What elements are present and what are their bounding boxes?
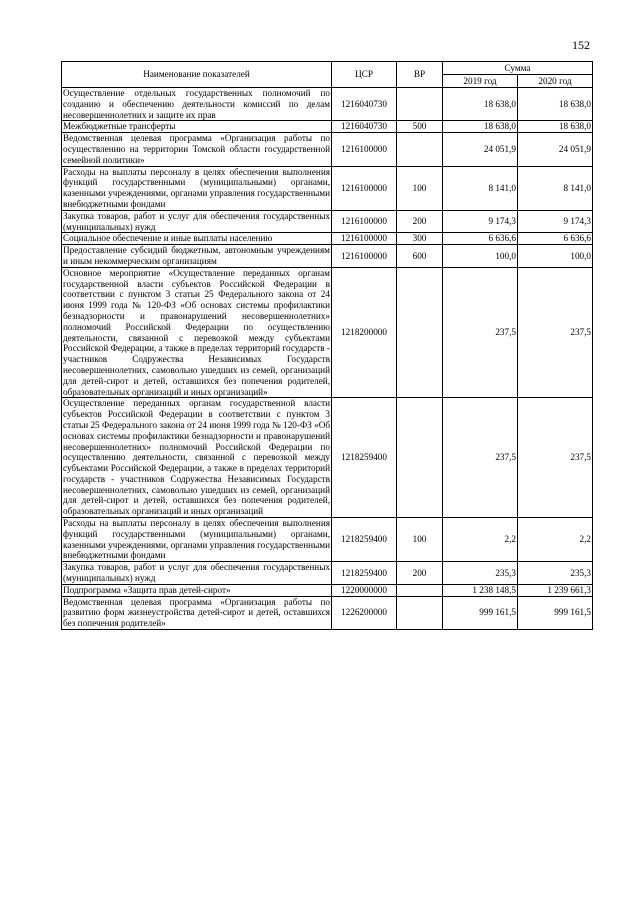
row-2019-cell: 999 161,5 <box>443 596 518 629</box>
row-2020-cell: 18 638,0 <box>518 88 593 121</box>
row-2019-cell: 237,5 <box>443 398 518 518</box>
table-row <box>62 166 593 210</box>
row-name-cell: Межбюджетные трансферты <box>62 121 332 133</box>
row-name-cell: Расходы на выплаты персоналу в целях обеспечения выполнения функций государственными (муниципальными) органами, казенными учреждениями, органами управления государственными внебюджетными фондами <box>63 166 330 209</box>
row-2020-cell: 237,5 <box>518 398 593 518</box>
table-row <box>62 584 593 596</box>
row-vr-cell: 200 <box>397 562 443 585</box>
row-csr-cell: 1226200000 <box>332 596 397 629</box>
row-name-cell: Ведомственная целевая программа «Организация работы по развитию форм жизнеустройства детей-сирот и детей, оставшихся без попечения родителей» <box>63 596 330 629</box>
row-name-cell: Предоставление субсидий бюджетным, автономным учреждениям и иным некоммерческим организациям <box>63 245 330 266</box>
table-row <box>62 596 593 629</box>
row-2019-cell: 100,0 <box>443 245 518 268</box>
row-vr-cell: 200 <box>397 210 443 233</box>
row-name-cell: Осуществление отдельных государственных полномочий по созданию и обеспечению деятельности комиссий по делам несовершеннолетних и защите их прав <box>63 88 330 120</box>
table-row <box>62 267 593 398</box>
page-number: 152 <box>572 38 590 52</box>
row-vr-cell <box>397 88 443 121</box>
row-name-cell: Осуществление переданных органам государственной власти субъектов Российской Федерации в соответствии с пунктом 3 статьи 25 Федерального закона от 24 июня 1999 года № 120-ФЗ «Об основах системы профилактики безнадзорности и правонарушений несовершеннолетних» полномочий Российской Федерации по осуществлению деятельности, связанной с перевозкой между субъектами Российской Федерации, а также в пределах территорий государств - участников Содружества Независимых Государств несовершеннолетних, самовольно ушедших из семей, организаций для детей-сирот и детей, оставшихся без попечения родителей, образовательных организаций и иных организаций <box>63 398 331 517</box>
table-row <box>62 562 593 585</box>
table-row <box>62 210 593 233</box>
row-vr-cell: 100 <box>397 518 443 562</box>
row-name-cell: Основное мероприятие «Осуществление переданных органам государственной власти субъектов Российской Федерации в соответствии с пунктом 3 статьи 25 Федерального закона от 24 июня 1999 года № 120-ФЗ «Об основах системы профилактики безнадзорности и правонарушений несовершеннолетних» полномочий Российской Федерации по осуществлению деятельности, связанной с перевозкой между субъектами Российской Федерации, а также в пределах территорий государств - участников Содружества Независимых Государств несовершеннолетних, самовольно ушедших из семей, организаций для детей-сирот и детей, оставшихся без попечения родителей, образовательных организаций и иных организаций» <box>63 267 330 397</box>
row-2020-cell: 235,3 <box>518 562 593 585</box>
table-body <box>62 88 593 630</box>
row-csr-cell: 1216100000 <box>332 233 397 245</box>
row-2019-cell: 8 141,0 <box>443 166 518 210</box>
row-2019-cell: 235,3 <box>443 562 518 585</box>
row-vr-cell <box>397 584 443 596</box>
row-csr-cell: 1218259400 <box>332 518 397 562</box>
table-row <box>62 121 593 133</box>
row-2020-cell: 100,0 <box>518 245 593 268</box>
row-csr-cell: 1218200000 <box>332 267 397 398</box>
budget-table <box>61 61 593 630</box>
table-row <box>62 133 593 166</box>
table-row <box>62 245 593 268</box>
row-2019-cell: 2,2 <box>443 518 518 562</box>
row-vr-cell: 600 <box>397 245 443 268</box>
row-vr-cell: 300 <box>397 233 443 245</box>
row-name-cell: Социальное обеспечение и иные выплаты населению <box>62 233 332 245</box>
row-2020-cell: 999 161,5 <box>518 596 593 629</box>
header-sum: Сумма <box>443 62 593 75</box>
header-year-2019: 2019 год <box>443 75 518 88</box>
row-csr-cell: 1216040730 <box>332 121 397 133</box>
row-name-cell: Расходы на выплаты персоналу в целях обеспечения выполнения функций государственными (муниципальными) органами, казенными учреждениями, органами управления государственными внебюджетными фондами <box>63 518 330 561</box>
row-csr-cell: 1220000000 <box>332 584 397 596</box>
row-csr-cell: 1216100000 <box>332 210 397 233</box>
row-2020-cell: 2,2 <box>518 518 593 562</box>
row-csr-cell: 1216100000 <box>332 166 397 210</box>
row-2019-cell: 18 638,0 <box>443 88 518 121</box>
row-2020-cell: 9 174,3 <box>518 210 593 233</box>
row-2020-cell: 24 051,9 <box>518 133 593 166</box>
row-2019-cell: 1 238 148,5 <box>443 584 518 596</box>
row-vr-cell <box>397 133 443 166</box>
row-name-cell: Ведомственная целевая программа «Организация работы по осуществлению на территории Томской области государственной семейной политики» <box>63 133 330 165</box>
row-vr-cell <box>397 596 443 629</box>
table-row <box>62 518 593 562</box>
row-2019-cell: 6 636,6 <box>443 233 518 245</box>
row-csr-cell: 1216100000 <box>332 133 397 166</box>
row-name-cell: Подпрограмма «Защита прав детей-сирот» <box>62 584 332 596</box>
header-name: Наименование показателей <box>62 62 332 88</box>
table-row <box>62 88 593 121</box>
header-vr: ВР <box>397 62 443 88</box>
row-2020-cell: 8 141,0 <box>518 166 593 210</box>
table-row <box>62 398 593 518</box>
row-csr-cell: 1218259400 <box>332 562 397 585</box>
row-name-cell: Закупка товаров, работ и услуг для обеспечения государственных (муниципальных) нужд <box>63 210 330 232</box>
row-2019-cell: 24 051,9 <box>443 133 518 166</box>
row-csr-cell: 1216040730 <box>332 88 397 121</box>
row-2020-cell: 18 638,0 <box>518 121 593 133</box>
row-2020-cell: 1 239 661,3 <box>518 584 593 596</box>
table-row <box>62 233 593 245</box>
row-vr-cell: 500 <box>397 121 443 133</box>
header-year-2020: 2020 год <box>518 75 593 88</box>
header-csr: ЦСР <box>332 62 397 88</box>
row-vr-cell <box>397 267 443 398</box>
row-2019-cell: 237,5 <box>443 267 518 398</box>
row-csr-cell: 1218259400 <box>332 398 397 518</box>
row-2019-cell: 9 174,3 <box>443 210 518 233</box>
row-2020-cell: 6 636,6 <box>518 233 593 245</box>
row-vr-cell <box>397 398 443 518</box>
row-2019-cell: 18 638,0 <box>443 121 518 133</box>
row-2020-cell: 237,5 <box>518 267 593 398</box>
row-name-cell: Закупка товаров, работ и услуг для обеспечения государственных (муниципальных) нужд <box>63 562 330 584</box>
row-csr-cell: 1216100000 <box>332 245 397 268</box>
row-vr-cell: 100 <box>397 166 443 210</box>
